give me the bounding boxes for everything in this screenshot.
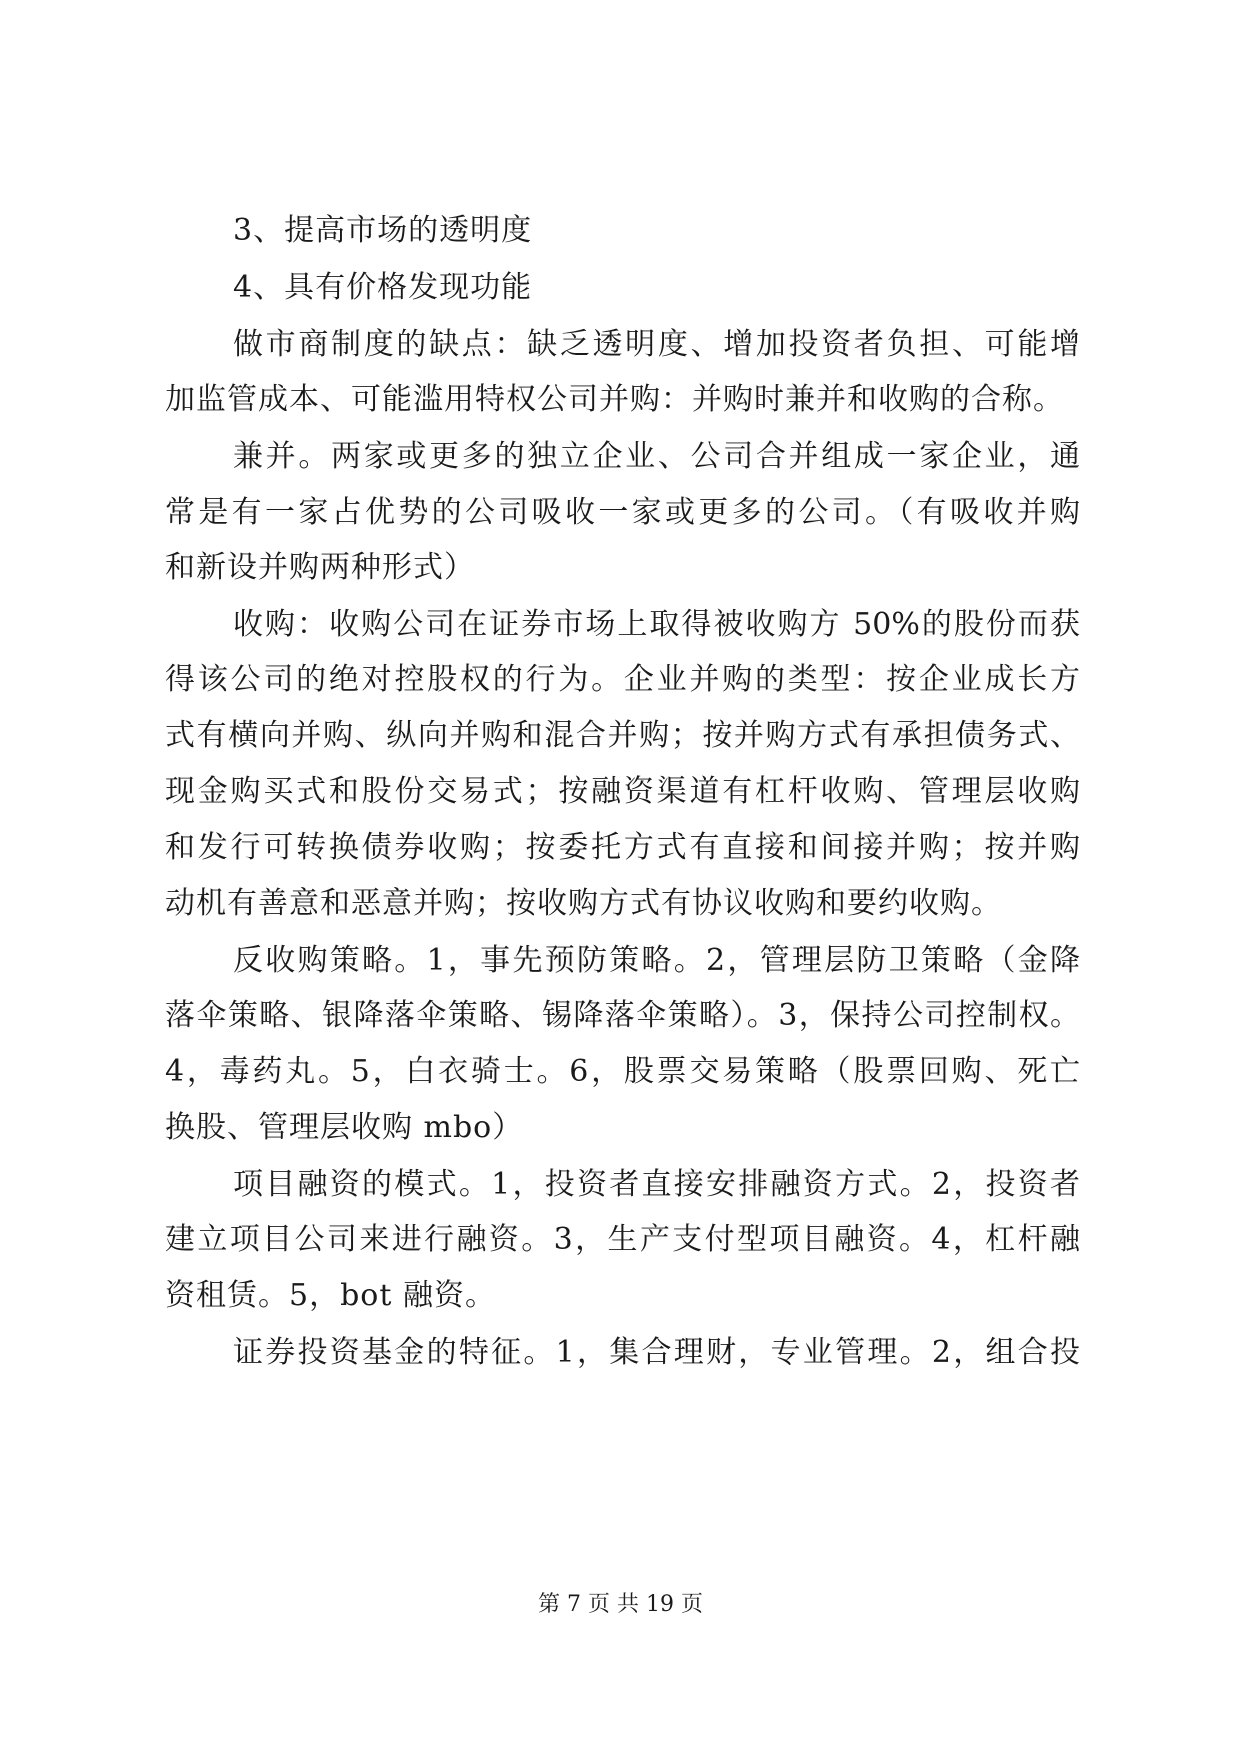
text-line: 4，毒药丸。5，白衣骑士。6，股票交易策略（股票回购、死亡	[165, 1054, 1080, 1089]
text-line: 建立项目公司来进行融资。3，生产支付型项目融资。4，杠杆融	[165, 1222, 1080, 1257]
text-line: 式有横向并购、纵向并购和混合并购；按并购方式有承担债务式、	[165, 718, 1080, 753]
text-line: 现金购买式和股份交易式；按融资渠道有杠杆收购、管理层收购	[165, 774, 1080, 809]
text-line: 加监管成本、可能滥用特权公司并购：并购时兼并和收购的合称。	[165, 382, 1064, 417]
text-line: 落伞策略、银降落伞策略、锡降落伞策略）。3，保持公司控制权。	[165, 998, 1080, 1033]
text-line: 项目融资的模式。1，投资者直接安排融资方式。2，投资者	[233, 1167, 1080, 1202]
text-line: 动机有善意和恶意并购；按收购方式有协议收购和要约收购。	[165, 886, 1002, 921]
text-line: 常是有一家占优势的公司吸收一家或更多的公司。（有吸收并购	[165, 495, 1080, 530]
text-line: 证券投资基金的特征。1，集合理财，专业管理。2，组合投	[233, 1335, 1080, 1370]
text-line: 反收购策略。1，事先预防策略。2，管理层防卫策略（金降	[233, 943, 1080, 978]
text-line: 和新设并购两种形式）	[165, 550, 475, 585]
text-line: 4、具有价格发现功能	[233, 270, 533, 305]
text-line: 兼并。两家或更多的独立企业、公司合并组成一家企业，通	[233, 439, 1080, 474]
page-number-footer: 第 7 页 共 19 页	[538, 1592, 703, 1617]
text-line: 3、提高市场的透明度	[233, 213, 533, 248]
text-line: 收购：收购公司在证券市场上取得被收购方 50%的股份而获	[233, 607, 1080, 642]
text-line: 换股、管理层收购 mbo）	[165, 1110, 524, 1145]
text-line: 资租赁。5，bot 融资。	[165, 1278, 496, 1313]
text-line: 做市商制度的缺点：缺乏透明度、增加投资者负担、可能增	[233, 327, 1080, 362]
text-line: 得该公司的绝对控股权的行为。企业并购的类型：按企业成长方	[165, 662, 1080, 697]
text-line: 和发行可转换债券收购；按委托方式有直接和间接并购；按并购	[165, 830, 1080, 865]
